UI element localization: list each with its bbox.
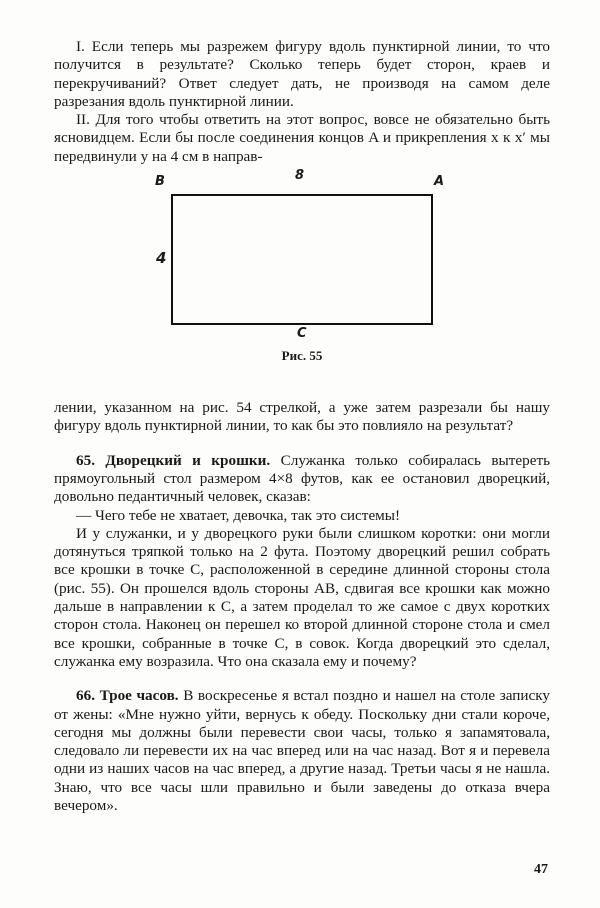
figure-55	[54, 168, 550, 399]
problem-66-title: 66. Трое часов.	[76, 687, 179, 705]
problem-65	[54, 452, 550, 507]
side-length-left: 4	[156, 249, 167, 268]
problem-65-title: 65. Дворецкий и крошки.	[76, 451, 271, 469]
paragraph-3: лении, указанном на рис. 54 стрелкой, а уже затем разрезали бы нашу фигуру вдоль пунктирной линии, то как бы это повлияло на результат?	[54, 399, 550, 435]
side-length-top: 8	[295, 168, 305, 184]
page-content	[54, 38, 550, 815]
paragraph-2: II. Для того чтобы ответить на этот вопрос, вовсе не обязательно быть ясновидцем. Если бы после соединения концов A и прикрепления x к x′ мы передвинули y на 4 см в направ-	[54, 111, 550, 165]
problem-66	[54, 687, 550, 815]
point-label-c: C	[297, 326, 307, 342]
problem-65-dialog: — Чего тебе не хватает, девочка, так это системы!	[76, 506, 401, 524]
problem-66-text: В воскресенье я встал поздно и нашел на столе записку от жены: «Мне нужно уйти, вернусь к обеду. Поскольку дни стали короче, сегодня мы должны были перевести свои часы, только я запамятовала, следовало ли перевести их на час вперед или на час назад. Вот я и перевела одни из наших часов на час вперед, а другие назад. Третьи часы я не нашла. Знаю, что все часы шли правильно и были заведены до отказа вчера вечером».	[54, 687, 550, 815]
page-number: 47	[534, 862, 548, 877]
corner-label-b: B	[155, 174, 165, 190]
problem-65-body: И у служанки, и у дворецкого руки были слишком коротки: они могли дотянуться тряпкой только на 2 фута. Поэтому дворецкий решил собрать все крошки в точке C, расположенной в середине длинной стороны стола (рис. 55). Он прошелся вдоль стороны AB, сдвигая все крошки как можно дальше в направлении к C, а затем проделал то же самое с двух коротких сторон стола. Наконец он перешел ко второй длинной стороне стола и смел все крошки, собранные в точке C, в совок. Когда дворецкий это сделал, служанка ему возразила. Что она сказала ему и почему?	[54, 524, 550, 670]
figure-caption: Рис. 55	[281, 348, 323, 364]
problem-65-intro: Служанка только собиралась вытереть прямоугольный стол размером 4×8 футов, как ее остановил дворецкий, довольно педантичный человек, сказав:	[54, 451, 551, 506]
table-rectangle	[171, 194, 433, 325]
paragraph-1: I. Если теперь мы разрежем фигуру вдоль пунктирной линии, то что получится в результате? Сколько теперь будет сторон, краев и перекручиваний? Ответ следует дать, не производя на самом деле разрезания вдоль пунктирной линии.	[54, 38, 550, 110]
corner-label-a: A	[434, 174, 445, 190]
